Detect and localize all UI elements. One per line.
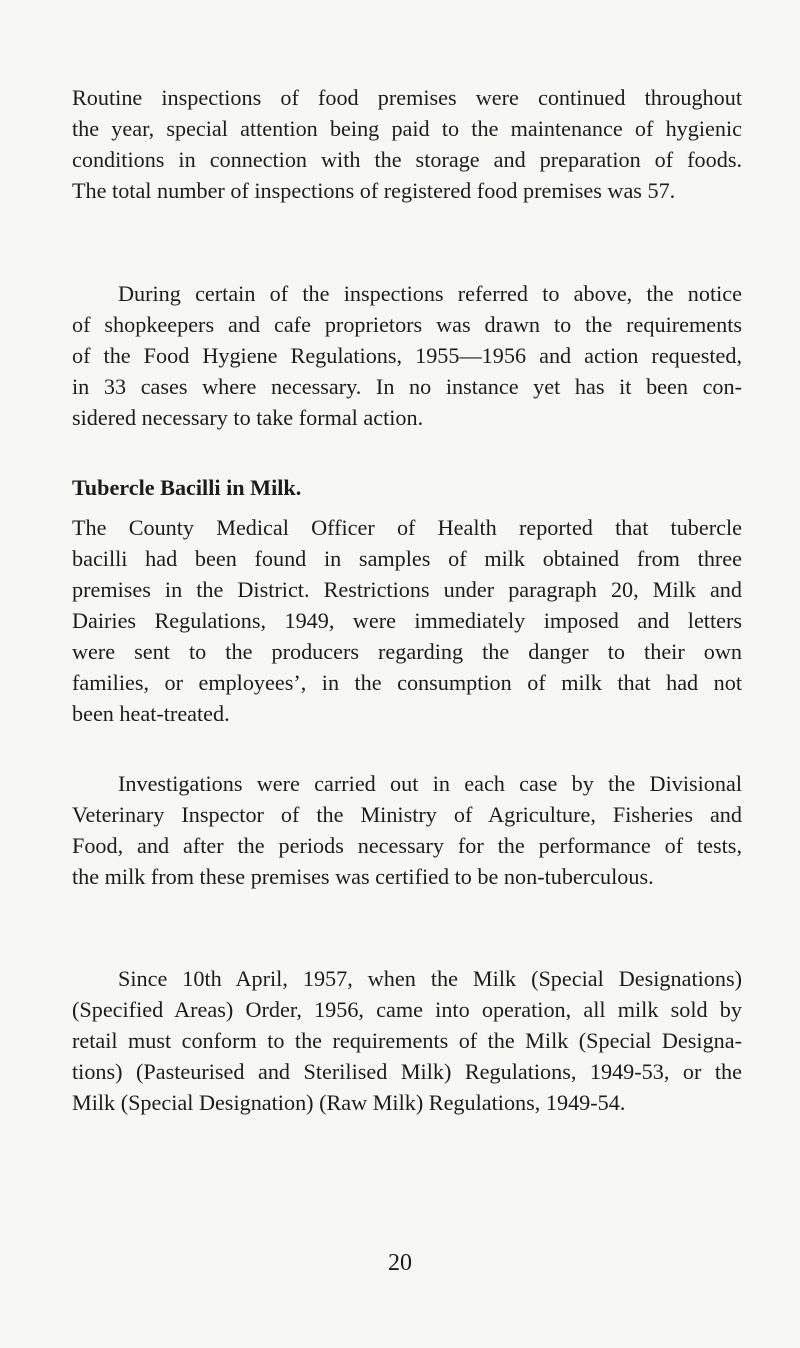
paragraph-line: conditions in connection with the storage and preparation of foods. [72, 147, 742, 172]
paragraph-inspections [72, 82, 742, 206]
section-heading: Tubercle Bacilli in Milk. [72, 475, 302, 500]
paragraph-line: in 33 cases where necessary. In no instance yet has it been con- [72, 374, 742, 399]
paragraph-special-designations [72, 963, 742, 1118]
paragraph-line: Food, and after the periods necessary for the performance of tests, [72, 833, 742, 858]
paragraph-line: Veterinary Inspector of the Ministry of Agriculture, Fisheries and [72, 802, 742, 827]
paragraph-line: Dairies Regulations, 1949, were immediately imposed and letters [72, 608, 742, 633]
paragraph-line: premises in the District. Restrictions under paragraph 20, Milk and [72, 577, 742, 602]
paragraph-line: families, or employees’, in the consumption of milk that had not [72, 670, 742, 695]
paragraph-line: Milk (Special Designation) (Raw Milk) Regulations, 1949-54. [72, 1090, 626, 1115]
paragraph-line: sidered necessary to take formal action. [72, 405, 424, 430]
page-number: 20 [388, 1250, 412, 1276]
paragraph-line: During certain of the inspections referred to above, the notice [118, 281, 742, 306]
paragraph-line: the milk from these premises was certified to be non-tuberculous. [72, 864, 654, 889]
paragraph-line: The total number of inspections of registered food premises was 57. [72, 178, 676, 203]
paragraph-line: were sent to the producers regarding the danger to their own [72, 639, 742, 664]
paragraph-line: of the Food Hygiene Regulations, 1955—1956 and action requested, [72, 343, 742, 368]
paragraph-hygiene-regulations [72, 278, 742, 433]
paragraph-line: Investigations were carried out in each case by the Divisional [118, 771, 742, 796]
paragraph-line: of shopkeepers and cafe proprietors was drawn to the requirements [72, 312, 742, 337]
paragraph-line: tions) (Pasteurised and Sterilised Milk) Regulations, 1949-53, or the [72, 1059, 742, 1084]
paragraph-line: The County Medical Officer of Health reported that tubercle [72, 515, 742, 540]
paragraph-line: the year, special attention being paid to the maintenance of hygienic [72, 116, 742, 141]
paragraph-tubercle-bacilli [72, 512, 742, 729]
paragraph-line: been heat-treated. [72, 701, 230, 726]
paragraph-line: (Specified Areas) Order, 1956, came into operation, all milk sold by [72, 997, 742, 1022]
paragraph-line: Since 10th April, 1957, when the Milk (Special Designations) [118, 966, 742, 991]
paragraph-line: retail must conform to the requirements of the Milk (Special Designa- [72, 1028, 742, 1053]
paragraph-line: bacilli had been found in samples of milk obtained from three [72, 546, 742, 571]
paragraph-line: Routine inspections of food premises were continued throughout [72, 85, 742, 110]
paragraph-investigations [72, 768, 742, 892]
